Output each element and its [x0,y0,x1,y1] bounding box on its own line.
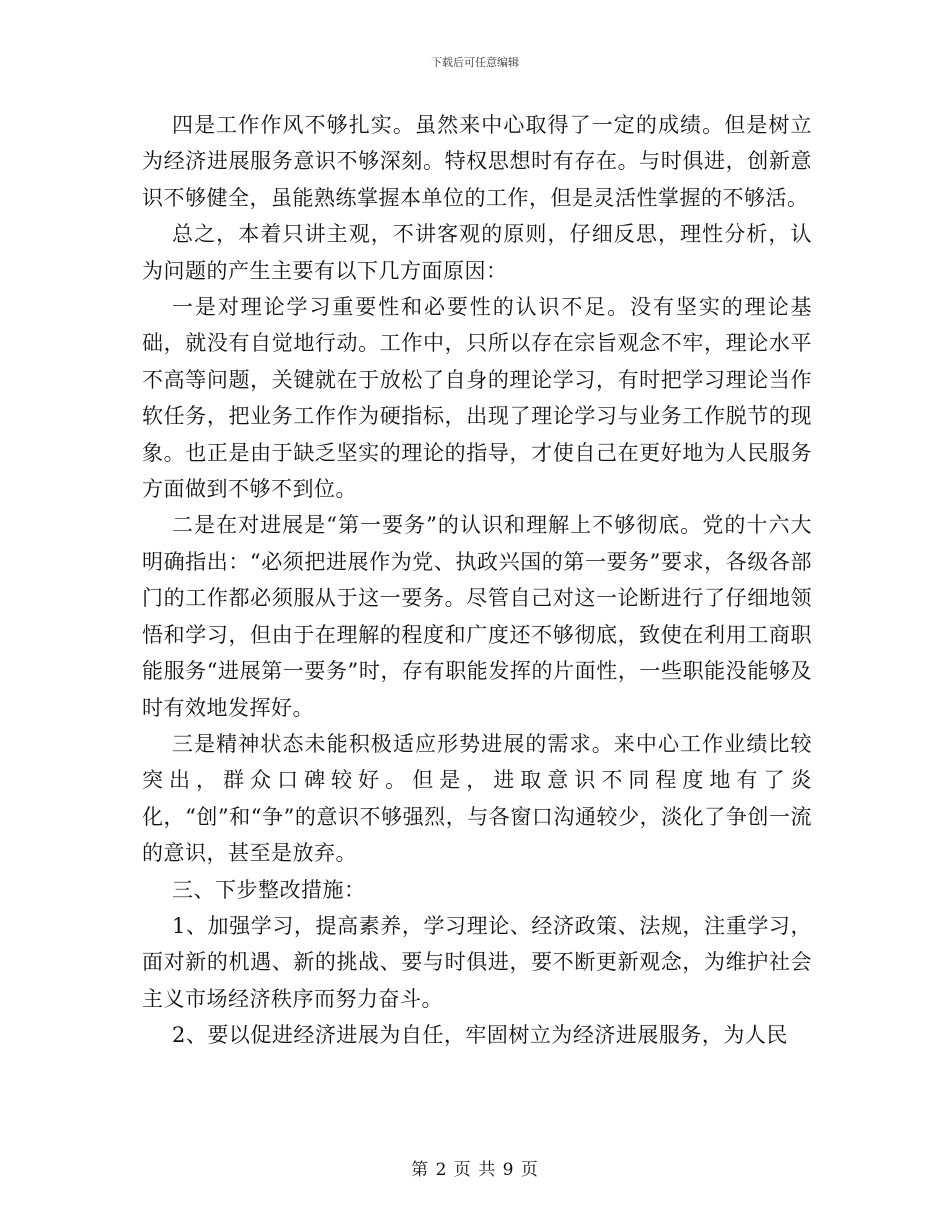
paragraph: 二是在对进展是“第一要务”的认识和理解上不够彻底。党的十六大明确指出：“必须把进展作为党、执政兴国的第一要务”要求，各级各部门的工作都必须服从于这一要务。尽管自己对这一论断进行了仔细地领悟和学习，但由于在理解的程度和广度还不够彻底，致使在利用工商职能服务“进展第一要务”时，存有职能发挥的片面性，一些职能没能够及时有效地发挥好。 [142,513,812,720]
paragraph: 2、要以促进经济进展为自任，牢固树立为经济进展服务，为人民 [172,1023,788,1048]
paragraph: 四是工作作风不够扎实。虽然来中心取得了一定的成绩。但是树立为经济进展服务意识不够深刻。特权思想时有存在。与时俱进，创新意识不够健全，虽能熟练掌握本单位的工作，但是灵活性掌握的不够活。 [142,113,812,210]
document-body [142,107,812,1054]
paragraph: 三是精神状态未能积极适应形势进展的需求。来中心工作业绩比较突出，群众口碑较好。但是，进取意识不同程度地有了炎化，“创”和“争”的意识不够强烈，与各窗口沟通较少，淡化了争创一流的意识，甚至是放弃。 [142,731,812,866]
paragraph: 总之，本着只讲主观，不讲客观的原则，仔细反思，理性分析，认为问题的产生主要有以下几方面原因： [142,222,812,283]
section-heading: 三、下步整改措施： [172,877,366,902]
page-header-note: 下载后可任意编辑 [431,56,519,69]
paragraph: 1、加强学习，提高素养，学习理论、经济政策、法规，注重学习，面对新的机遇、新的挑战、要与时俱进，要不断更新观念，为维护社会主义市场经济秩序而努力奋斗。 [142,913,812,1011]
page-number: 第 2 页 共 9 页 [411,1160,539,1180]
paragraph: 一是对理论学习重要性和必要性的认识不足。没有坚实的理论基础，就没有自觉地行动。工作中，只所以存在宗旨观念不牢，理论水平不高等问题，关键就在于放松了自身的理论学习，有时把学习理论当作软任务，把业务工作作为硬指标，出现了理论学习与业务工作脱节的现象。也正是由于缺乏坚实的理论的指导，才使自己在更好地为人民服务方面做到不够不到位。 [142,295,812,502]
